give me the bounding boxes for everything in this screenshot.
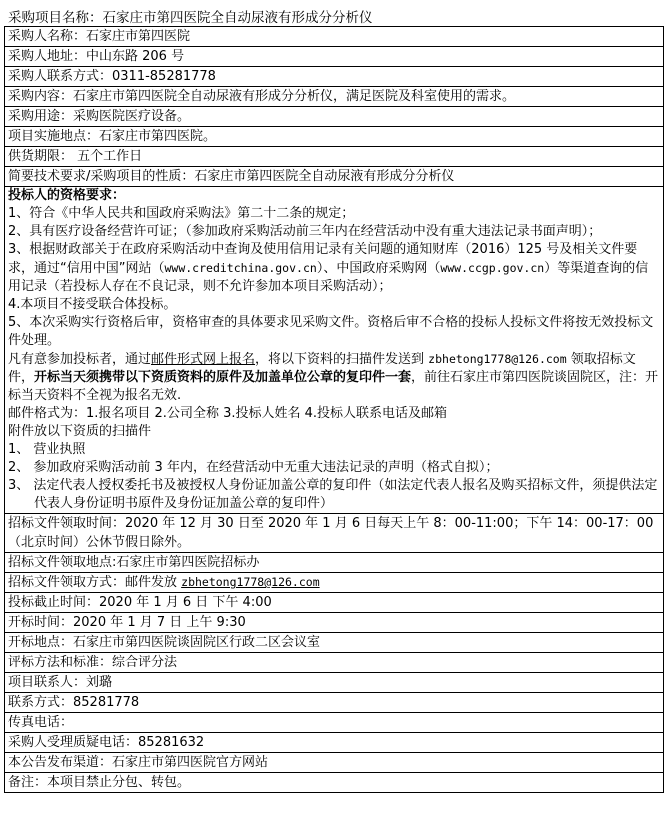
procurement-purpose-cell: 采购用途：采购医院医疗设备。 [5, 107, 664, 127]
onsite-documents-notice: 开标当天须携带以下资质资料的原件及加盖单位公章的复印件一套 [34, 370, 412, 385]
bid-deadline-cell: 投标截止时间：2020 年 1 月 6 日 下午 4:00 [5, 593, 664, 613]
email-format: 邮件格式为：1.报名项目 2.公司全称 3.投标人姓名 4.投标人联系电话及邮箱 [8, 406, 448, 421]
announcement-table [4, 26, 664, 793]
contact-phone-cell: 联系方式：85281778 [5, 693, 664, 713]
fax-cell: 传真电话： [5, 713, 664, 733]
document-title: 采购项目名称：石家庄市第四医院全自动尿液有形成分分析仪 [8, 10, 373, 26]
project-location-cell: 项目实施地点：石家庄市第四医院。 [5, 127, 664, 147]
registration-method-link[interactable]: 邮件形式网上报名 [151, 352, 256, 367]
technical-requirements-cell: 简要技术要求/采购项目的性质：石家庄市第四医院全自动尿液有形成分分析仪 [5, 167, 664, 187]
collection-email[interactable]: zbhetong1778@126.com [181, 575, 320, 589]
delivery-period-cell: 供货期限： 五个工作日 [5, 147, 664, 167]
buyer-name-cell: 采购人名称：石家庄市第四医院 [5, 27, 664, 47]
buyer-contact-cell: 采购人联系方式：0311-85281778 [5, 67, 664, 87]
bid-opening-place-cell: 开标地点：石家庄市第四医院谈固院区行政二区会议室 [5, 633, 664, 653]
qualification-item-5: 5、本次采购实行资格后审，资格审查的具体要求见采购文件。资格后审不合格的投标人投标文件将按无效投标文件处理。 [8, 315, 654, 348]
document-collection-time-cell: 招标文件领取时间：2020 年 12 月 30 日至 2020 年 1 月 6 日每天上午 8：00-11:00；下午 14：00-17：00（北京时间）公休节假日除外。 [5, 514, 664, 553]
registration-notice: 凡有意参加投标者，通过邮件形式网上报名，将以下资料的扫描件发送到 zbhetong1778@126.com 领取招标文件，开标当天须携带以下资质资料的原件及加盖单位公章的复印件一套，前往石家庄市第四医院谈固院区，注：开标当天资料不全视为报名无效. [8, 352, 659, 403]
complaint-phone-cell: 采购人受理质疑电话：85281632 [5, 733, 664, 753]
project-contact-cell: 项目联系人：刘璐 [5, 673, 664, 693]
bidder-qualification-cell [5, 187, 664, 514]
procurement-content-cell: 采购内容：石家庄市第四医院全自动尿液有形成分分析仪，满足医院及科室使用的需求。 [5, 87, 664, 107]
evaluation-method-cell: 评标方法和标准：综合评分法 [5, 653, 664, 673]
attachment-heading: 附件放以下资质的扫描件 [8, 424, 152, 439]
qualification-item-3: 3、根据财政部关于在政府采购活动中查询及使用信用记录有关问题的通知财库（2016）125 号及相关文件要求，通过“信用中国”网站（www.creditchina.gov.cn）、中国政府采购网（www.ccgp.gov.cn）等渠道查询的信用记录（若投标人存在不良记录，则不允许参加本项目采购活动）； [8, 242, 649, 294]
document-collection-place-cell: 招标文件领取地点:石家庄市第四医院招标办 [5, 553, 664, 573]
publication-channel-cell: 本公告发布渠道：石家庄市第四医院官方网站 [5, 753, 664, 773]
qualification-item-4: 4.本项目不接受联合体投标。 [8, 297, 177, 312]
qualification-item-2: 2、具有医疗设备经营许可证；（参加政府采购活动前三年内在经营活动中没有重大违法记录书面声明）； [8, 224, 602, 239]
creditchina-url: www.creditchina.gov.cn [164, 261, 317, 275]
attachment-item-2: 2、 参加政府采购活动前 3 年内，在经营活动中无重大违法记录的声明（格式自拟）； [8, 460, 499, 475]
attachment-item-1: 1、 营业执照 [8, 442, 86, 457]
registration-email[interactable]: zbhetong1778@126.com [428, 352, 567, 366]
buyer-address-cell: 采购人地址：中山东路 206 号 [5, 47, 664, 67]
document-collection-method-cell: 招标文件领取方式：邮件发放 zbhetong1778@126.com [5, 573, 664, 593]
qualification-heading: 投标人的资格要求： [8, 188, 126, 203]
remark-cell: 备注：本项目禁止分包、转包。 [5, 773, 664, 793]
ccgp-url: www.ccgp.gov.cn [440, 261, 545, 275]
attachment-item-3: 3、 法定代表人授权委托书及被授权人身份证加盖公章的复印件（如法定代表人报名及购买招标文件，须提供法定代表人身份证明书原件及身份证加盖公章的复印件） [8, 478, 658, 511]
qualification-item-1: 1、符合《中华人民共和国政府采购法》第二十二条的规定； [8, 206, 355, 221]
bid-opening-time-cell: 开标时间：2020 年 1 月 7 日 上午 9:30 [5, 613, 664, 633]
